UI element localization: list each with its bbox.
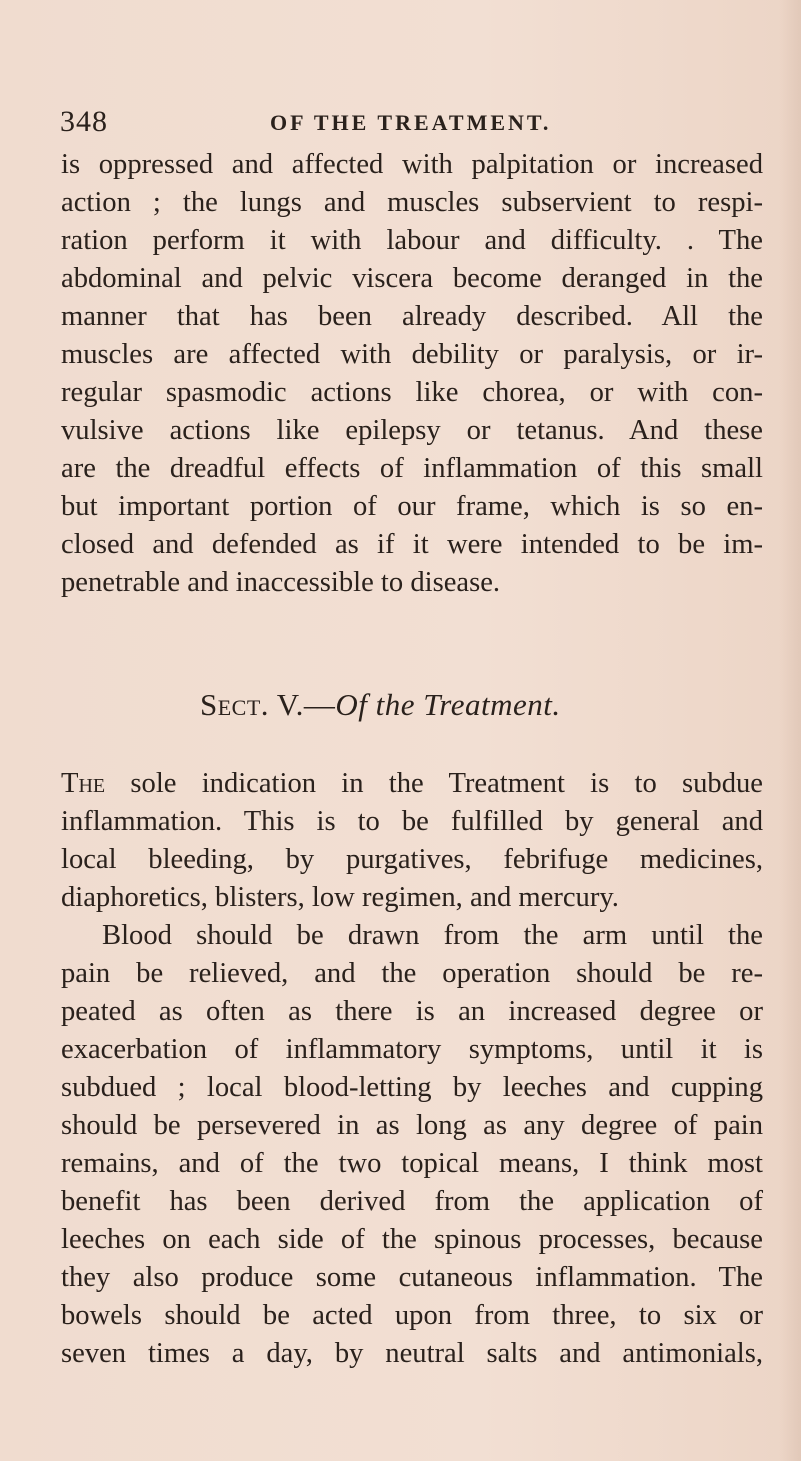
text-line: inflammation. This is to be fulfilled by general and — [61, 806, 763, 837]
text-line: vulsive actions like epilepsy or tetanus. And these — [61, 415, 763, 446]
text-line: manner that has been already described. All the — [61, 301, 763, 332]
text-line: they also produce some cutaneous inflammation. The — [61, 1262, 763, 1293]
text-line: penetrable and inaccessible to disease. — [61, 567, 501, 598]
page-edge-shadow — [779, 0, 801, 1461]
text-line: abdominal and pelvic viscera become deranged in the — [61, 263, 763, 294]
text-line: action ; the lungs and muscles subservient to respi- — [61, 187, 763, 218]
page-header — [60, 104, 760, 140]
text-line-rest: sole indication in the Treatment is to subdue — [105, 768, 763, 799]
section-title: Of the Treatment. — [335, 687, 561, 722]
drop-lead-word: The — [61, 768, 106, 799]
text-line: peated as often as there is an increased degree or — [61, 996, 763, 1027]
text-line: is oppressed and affected with palpitation or increased — [61, 149, 763, 180]
page-number: 348 — [60, 105, 108, 138]
text-line: diaphoretics, blisters, low regimen, and mercury. — [61, 882, 619, 913]
text-line: regular spasmodic actions like chorea, or with con- — [61, 377, 763, 408]
text-line: muscles are affected with debility or paralysis, or ir- — [61, 339, 763, 370]
text-line: subdued ; local blood-letting by leeches and cupping — [61, 1072, 763, 1103]
text-line: leeches on each side of the spinous processes, because — [61, 1224, 763, 1255]
text-line: Blood should be drawn from the arm until the — [102, 920, 763, 951]
text-line: are the dreadful effects of inflammation of this small — [61, 453, 763, 484]
text-line: pain be relieved, and the operation should be re- — [61, 958, 763, 989]
section-number: Sect. V.— — [200, 687, 336, 722]
text-line: local bleeding, by purgatives, febrifuge medicines, — [61, 844, 763, 875]
text-line: bowels should be acted upon from three, to six or — [61, 1300, 763, 1331]
text-line — [61, 766, 763, 802]
text-line: closed and defended as if it were intended to be im- — [61, 529, 763, 560]
text-line: ration perform it with labour and difficulty. . The — [61, 225, 763, 256]
section-heading — [200, 685, 700, 725]
text-line: seven times a day, by neutral salts and antimonials, — [61, 1338, 763, 1369]
text-line: should be persevered in as long as any degree of pain — [61, 1110, 763, 1141]
running-head: OF THE TREATMENT. — [270, 110, 552, 135]
text-line: benefit has been derived from the application of — [61, 1186, 763, 1217]
text-line: exacerbation of inflammatory symptoms, until it is — [61, 1034, 763, 1065]
text-line: remains, and of the two topical means, I think most — [61, 1148, 763, 1179]
text-line: but important portion of our frame, which is so en- — [61, 491, 763, 522]
